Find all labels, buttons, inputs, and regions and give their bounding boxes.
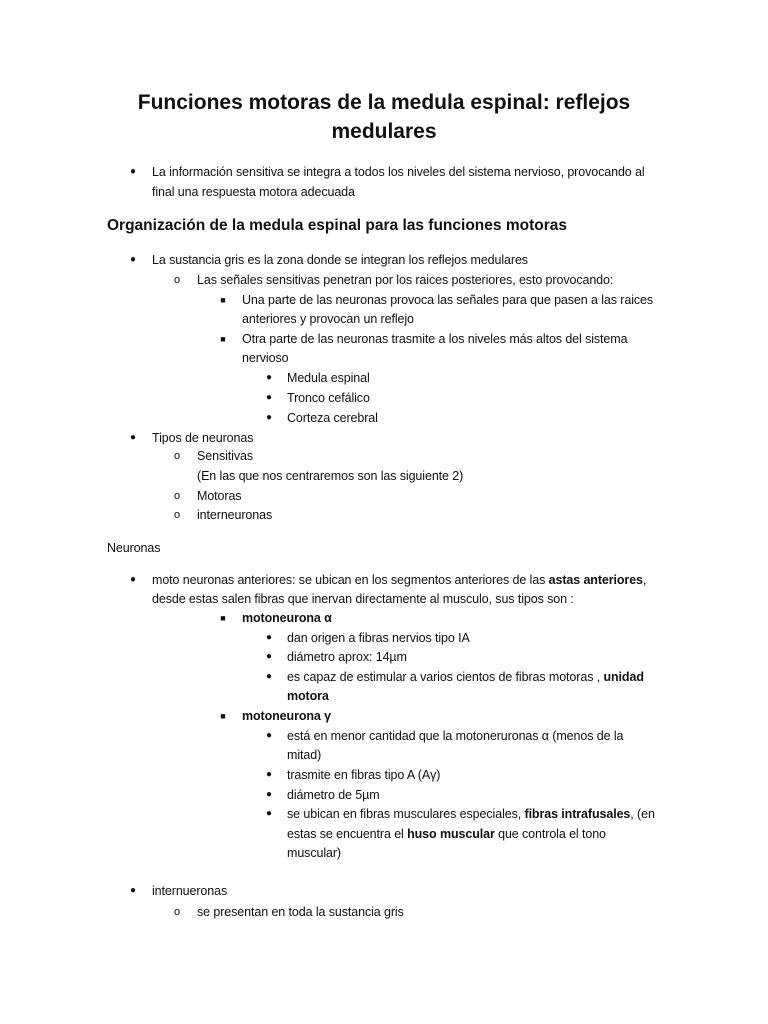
bullet-circle: o [173, 906, 181, 918]
list-item-gamma-1-line-2: mitad) [287, 748, 322, 762]
list-item-tipos: Tipos de neuronas [152, 431, 254, 445]
list-item-sensitivas: Sensitivas [197, 449, 253, 463]
list-item-motoras: Motoras [197, 489, 242, 503]
alpha3-bold: unidad [603, 670, 644, 684]
gamma4-text-a: se ubican en fibras musculares especiales, [287, 807, 525, 821]
list-item-parte2-line-1: Otra parte de las neuronas trasmite a los niveles más altos del sistema [242, 332, 628, 346]
list-item-moto-line-2: desde estas salen fibras que inervan directamente al musculo, sus tipos son : [152, 592, 574, 606]
bullet-circle: o [173, 509, 181, 521]
list-item-senales: Las señales sensitivas penetran por los raices posteriores, esto provocando: [197, 273, 614, 287]
intro-line-2: final una respuesta motora adecuada [152, 185, 355, 199]
label-neuronas: Neuronas [107, 541, 161, 555]
list-item-alpha-1: dan origen a fibras nervios tipo IA [287, 631, 470, 645]
bullet-dot: ● [265, 651, 273, 662]
moto-text-c: , [642, 573, 647, 587]
list-item-parte1-line-2: anteriores y provocan un reflejo [242, 312, 414, 326]
bullet-dot: ● [265, 808, 273, 819]
bullet-dot: ● [129, 432, 137, 443]
bullet-dot: ● [265, 769, 273, 780]
alpha3-text: es capaz de estimular a varios cientos de fibras motoras , [287, 670, 604, 684]
list-item-gamma-4-line-2 [287, 826, 606, 842]
list-item-gamma-4-line-3: muscular) [287, 846, 341, 860]
gamma4-line2-bold: huso muscular [407, 827, 495, 841]
list-item-alpha-3-line-1 [287, 669, 644, 685]
list-item-centraremos: (En las que nos centraremos son las siguiente 2) [197, 469, 464, 483]
list-item-moto-line-1 [152, 572, 646, 588]
bullet-square: ■ [220, 711, 226, 721]
bullet-dot: ● [265, 671, 273, 682]
list-item-gris: La sustancia gris es la zona donde se integran los reflejos medulares [152, 253, 528, 267]
bullet-circle: o [173, 274, 181, 286]
page-title-line-2: medulares [331, 120, 437, 143]
bullet-dot: ● [129, 574, 137, 585]
bullet-circle: o [173, 490, 181, 502]
bullet-dot: ● [265, 632, 273, 643]
gamma4-bold: fibras intrafusales [524, 807, 631, 821]
bullet-dot: ● [129, 254, 137, 265]
bullet-dot: ● [265, 392, 273, 403]
gamma4-line2-c: que controla el tono [494, 827, 606, 841]
list-item-gamma-head: motoneurona γ [242, 709, 331, 723]
gamma4-line2-a: estas se encuentra el [287, 827, 408, 841]
list-item-nivel-3: Corteza cerebral [287, 411, 378, 425]
list-item-parte2-line-2: nervioso [242, 351, 289, 365]
list-item-nivel-1: Medula espinal [287, 371, 370, 385]
intro-line-1: La información sensitiva se integra a todos los niveles del sistema nervioso, provocando al [152, 165, 645, 179]
list-item-alpha-3-line-2: motora [287, 689, 329, 703]
bullet-circle: o [173, 450, 181, 462]
bullet-dot: ● [129, 885, 137, 896]
list-item-alpha-head: motoneurona α [242, 611, 332, 625]
list-item-alpha-2: diámetro aprox: 14µm [287, 650, 407, 664]
bullet-dot: ● [265, 412, 273, 423]
bullet-dot: ● [265, 730, 273, 741]
section-heading: Organización de la medula espinal para las funciones motoras [107, 217, 567, 234]
list-item-parte1-line-1: Una parte de las neuronas provoca las señales para que pasen a las raices [242, 293, 654, 307]
list-item-internueronas: internueronas [152, 884, 228, 898]
page-title-line-1: Funciones motoras de la medula espinal: reflejos [137, 91, 631, 114]
moto-text-astas: astas anteriores [548, 573, 643, 587]
list-item-nivel-2: Tronco cefálico [287, 391, 370, 405]
list-item-gamma-3: diámetro de 5µm [287, 788, 380, 802]
list-item-internueronas-sub: se presentan en toda la sustancia gris [197, 905, 404, 919]
bullet-square: ■ [220, 295, 226, 305]
gamma4-text-c: , (en [630, 807, 655, 821]
list-item-gamma-2: trasmite en fibras tipo A (Aγ) [287, 768, 441, 782]
bullet-square: ■ [220, 334, 226, 344]
list-item-gamma-4-line-1 [287, 806, 655, 822]
list-item-interneuronas: interneuronas [197, 508, 273, 522]
bullet-dot: ● [129, 166, 137, 177]
bullet-dot: ● [265, 789, 273, 800]
list-item-gamma-1-line-1: está en menor cantidad que la motoneruronas α (menos de la [287, 729, 624, 743]
bullet-square: ■ [220, 613, 226, 623]
moto-text-a: moto neuronas anteriores: se ubican en los segmentos anteriores de las [152, 573, 549, 587]
bullet-dot: ● [265, 372, 273, 383]
